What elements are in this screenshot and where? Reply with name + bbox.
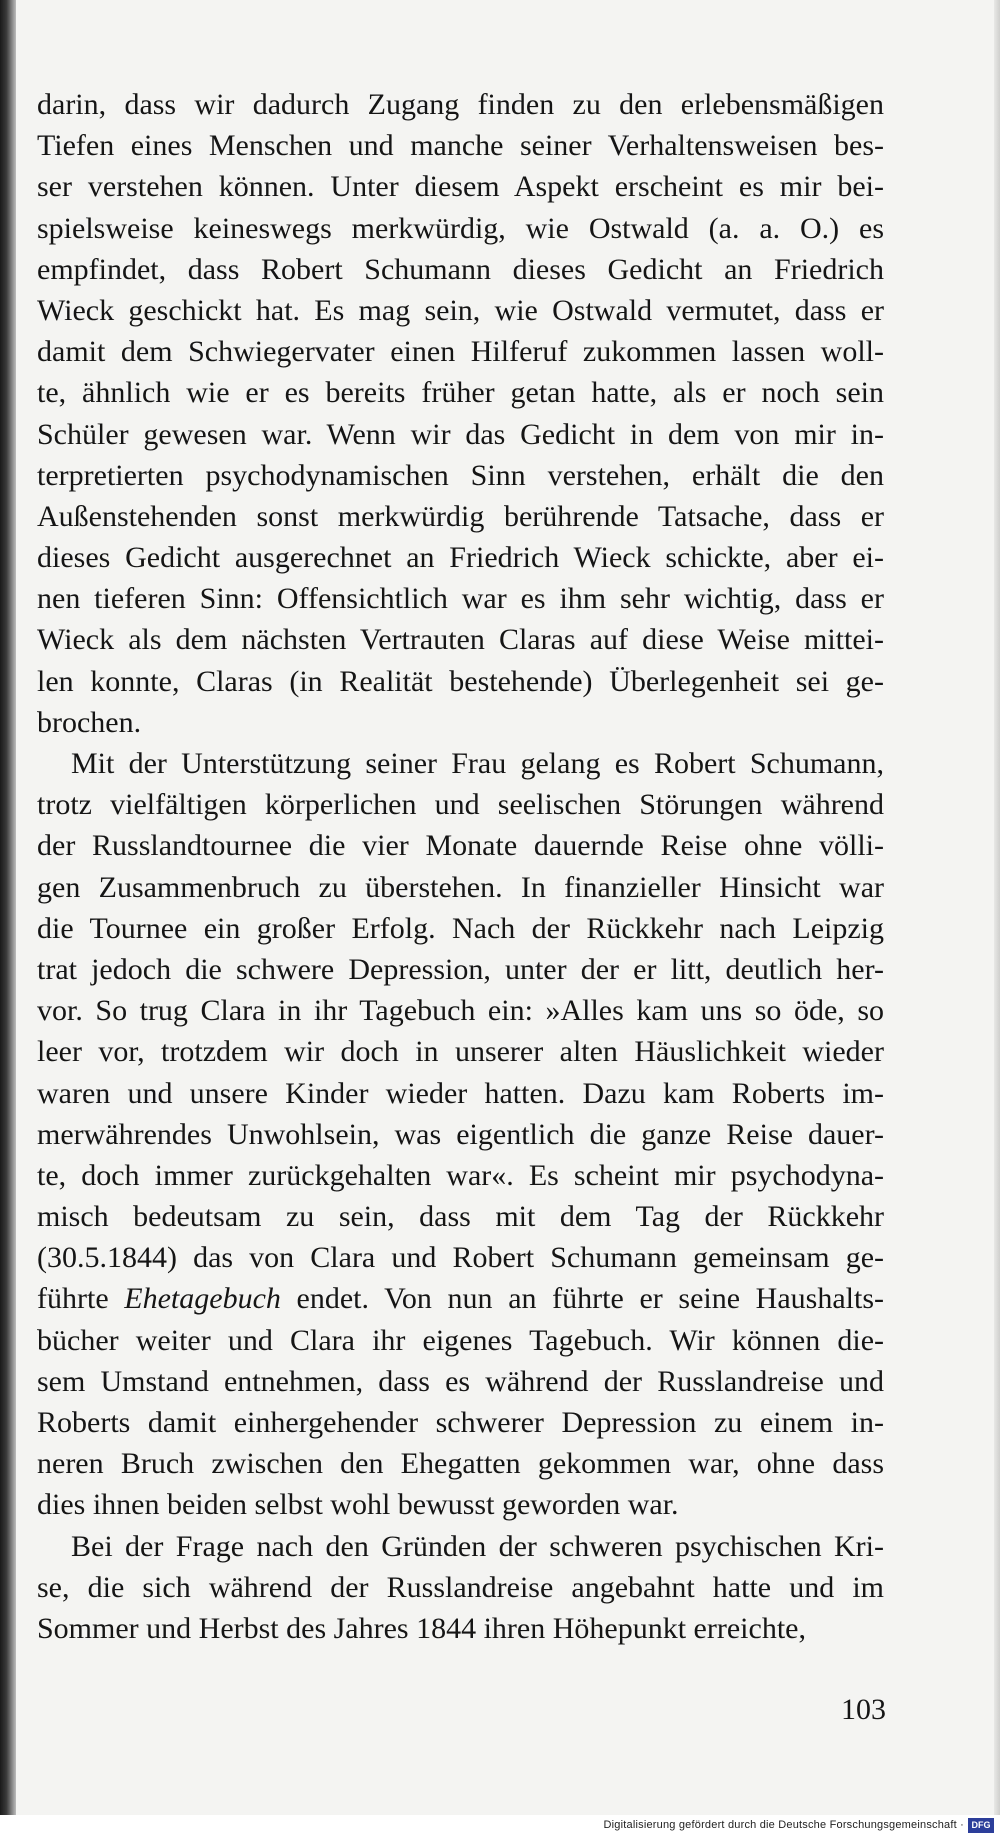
text-line: Schüler gewesen war. Wenn wir das Gedicht in dem von mir in-: [37, 417, 884, 451]
text-line: die Tournee ein großer Erfolg. Nach der Rückkehr nach Leipzig: [37, 911, 884, 945]
text-line: Wieck geschickt hat. Es mag sein, wie Ostwald vermutet, dass er: [37, 293, 884, 327]
italic-title: Ehetagebuch: [124, 1282, 281, 1316]
text-line: vor. So trug Clara in ihr Tagebuch ein: »Alles kam uns so öde, so: [37, 994, 884, 1028]
digitization-footer: [0, 1815, 1000, 1839]
text-line: dieses Gedicht ausgerechnet an Friedrich Wieck schickte, aber ei-: [37, 541, 884, 575]
text-line: (30.5.1844) das von Clara und Robert Schumann gemeinsam ge-: [37, 1241, 884, 1275]
text-line: Roberts damit einhergehender schwerer Depression zu einem in-: [37, 1406, 884, 1439]
text-line: trat jedoch die schwere Depression, unter der er litt, deutlich her-: [37, 952, 884, 986]
text-line: dies ihnen beiden selbst wohl bewusst geworden war.: [37, 1488, 679, 1522]
text-line: trotz vielfältigen körperlichen und seelischen Störungen während: [37, 788, 884, 822]
body-text: [37, 84, 884, 1649]
text-line: nen tieferen Sinn: Offensichtlich war es ihm sehr wichtig, dass er: [37, 582, 884, 616]
text-line: Bei der Frage nach den Gründen der schweren psychischen Kri-: [71, 1529, 884, 1563]
text-line: te, ähnlich wie er es bereits früher getan hatte, als er noch sein: [37, 376, 884, 410]
text-line: len konnte, Claras (in Realität bestehende) Überlegenheit sei ge-: [37, 664, 884, 698]
text-line: waren und unsere Kinder wieder hatten. Dazu kam Roberts im-: [37, 1076, 884, 1110]
text-line: leer vor, trotzdem wir doch in unserer alten Häuslichkeit wieder: [37, 1035, 884, 1069]
text-line: Tiefen eines Menschen und manche seiner Verhaltensweisen bes-: [37, 129, 884, 163]
text-line: der Russlandtournee die vier Monate dauernde Reise ohne völli-: [37, 829, 884, 863]
text-line: sem Umstand entnehmen, dass es während der Russlandreise und: [37, 1364, 884, 1398]
page-edge: [994, 0, 1000, 1820]
text-line: misch bedeutsam zu sein, dass mit dem Tag der Rückkehr: [37, 1200, 884, 1234]
text-line: Mit der Unterstützung seiner Frau gelang es Robert Schumann,: [71, 747, 884, 780]
text-line: te, doch immer zurückgehalten war«. Es scheint mir psychodyna-: [37, 1158, 884, 1192]
text-line: empfindet, dass Robert Schumann dieses Gedicht an Friedrich: [37, 252, 884, 286]
text-line: ser verstehen können. Unter diesem Aspekt erscheint es mir bei-: [37, 170, 884, 204]
text-line: damit dem Schwiegervater einen Hilferuf zukommen lassen woll-: [37, 335, 884, 369]
dfg-logo: DFG: [968, 1818, 994, 1833]
text-line: merwährendes Unwohlsein, was eigentlich die ganze Reise dauer-: [37, 1117, 884, 1151]
text-line: spielsweise keineswegs merkwürdig, wie Ostwald (a. a. O.) es: [37, 211, 884, 245]
page-binding-shadow: [0, 0, 16, 1839]
text-line: neren Bruch zwischen den Ehegatten gekommen war, ohne dass: [37, 1447, 884, 1481]
text-line: gen Zusammenbruch zu überstehen. In finanzieller Hinsicht war: [37, 870, 884, 904]
text-line: brochen.: [37, 705, 142, 739]
footer-credit: Digitalisierung gefördert durch die Deutsche Forschungsgemeinschaft ·: [603, 1819, 964, 1831]
text-line: se, die sich während der Russlandreise angebahnt hatte und im: [37, 1570, 884, 1604]
text-line: terpretierten psychodynamischen Sinn verstehen, erhält die den: [37, 458, 884, 492]
text-line: führte Ehetagebuch endet. Von nun an führte er seine Haushalts-: [37, 1282, 884, 1316]
text-line: bücher weiter und Clara ihr eigenes Tagebuch. Wir können die-: [37, 1323, 884, 1357]
page-number: 103: [841, 1693, 886, 1726]
text-line: Wieck als dem nächsten Vertrauten Claras auf diese Weise mittei-: [37, 623, 884, 657]
text-line: darin, dass wir dadurch Zugang finden zu den erlebensmäßigen: [37, 88, 884, 121]
text-line: Sommer und Herbst des Jahres 1844 ihren Höhepunkt erreichte,: [37, 1611, 806, 1645]
text-line: Außenstehenden sonst merkwürdig berührende Tatsache, dass er: [37, 499, 884, 533]
